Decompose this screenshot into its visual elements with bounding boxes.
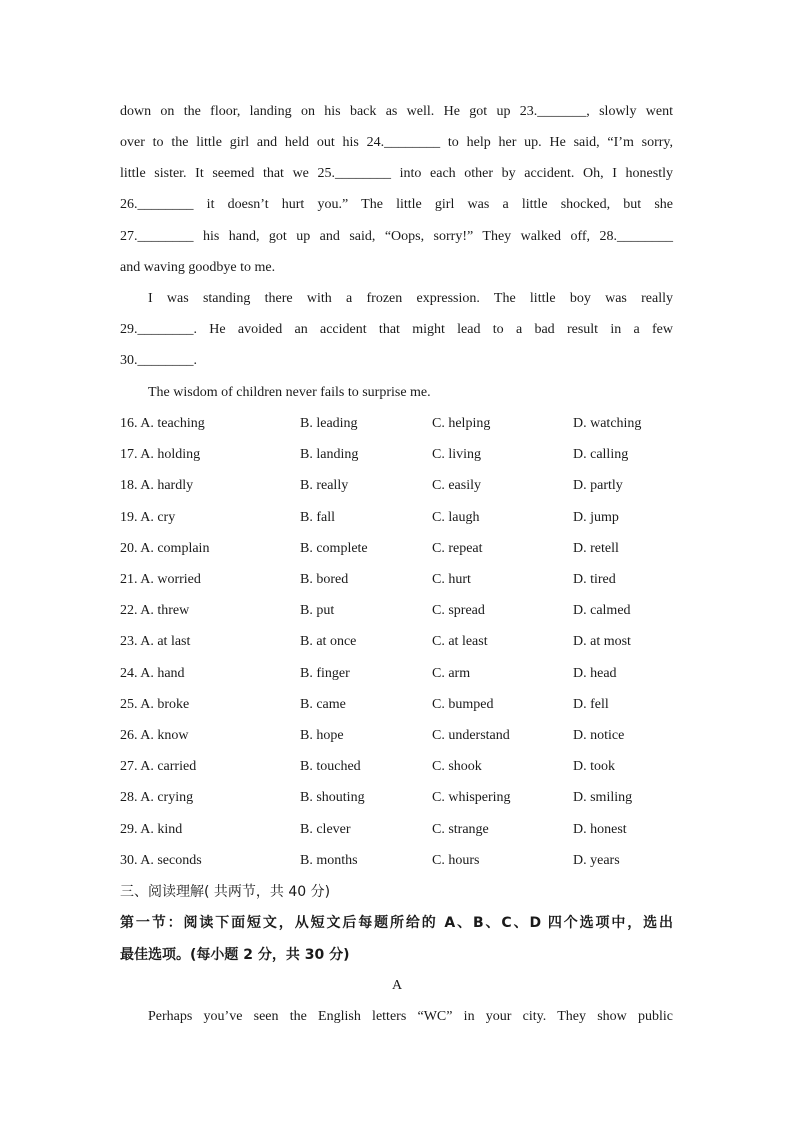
option-a: [120, 633, 190, 651]
part1-instructions-line-2: 最佳选项。(每小题 2 分，共 30 分): [120, 947, 350, 963]
option-d: D. honest: [573, 821, 627, 837]
option-d: D. partly: [573, 478, 623, 494]
option-a: [120, 415, 205, 433]
option-a: [120, 665, 185, 683]
option-a-text: A. know: [140, 728, 189, 743]
option-b: B. landing: [300, 447, 359, 463]
question-row: [120, 540, 680, 558]
option-d: D. took: [573, 759, 615, 775]
option-a: [120, 509, 175, 527]
option-d: D. notice: [573, 728, 625, 743]
option-a-text: A. at last: [140, 634, 191, 650]
question-row: [120, 665, 680, 683]
question-row: [120, 789, 680, 807]
paragraph2-line-3: 30.________.: [120, 353, 197, 368]
option-a-text: A. broke: [140, 696, 190, 712]
question-row: [120, 602, 680, 620]
option-a-text: A. hand: [140, 665, 185, 681]
option-a: [120, 696, 189, 714]
question-row: [120, 696, 680, 714]
option-c: C. shook: [432, 759, 482, 775]
option-b: B. leading: [300, 416, 358, 431]
question-row: [120, 509, 680, 527]
option-d: D. calmed: [573, 603, 631, 619]
question-number: 19.: [120, 509, 138, 525]
option-c: C. living: [432, 447, 482, 463]
question-number: 18.: [120, 478, 138, 494]
option-c: C. bumped: [432, 696, 494, 712]
option-d: D. jump: [573, 509, 619, 525]
option-a: [120, 477, 193, 495]
passage-line-4: 26.________ it doesn’t hurt you.” The little girl was a little shocked, but she: [120, 197, 673, 212]
option-a: [120, 540, 209, 558]
paragraph2-line-1: I was standing there with a frozen expression. The little boy was really: [148, 291, 673, 306]
option-b: B. hope: [300, 728, 344, 743]
option-b: B. touched: [300, 759, 361, 775]
question-number: 26.: [120, 728, 138, 743]
option-a-text: A. seconds: [140, 852, 202, 868]
question-number: 28.: [120, 790, 138, 806]
question-row: [120, 446, 680, 464]
option-b: B. came: [300, 696, 346, 712]
option-b: B. put: [300, 603, 335, 619]
part1-instructions-line-1: 第一节：阅读下面短文，从短文后每题所给的 A、B、C、D 四个选项中，选出: [120, 915, 673, 931]
option-a: [120, 758, 196, 776]
option-b: B. really: [300, 478, 349, 494]
question-number: 24.: [120, 665, 138, 681]
passage-label: A: [391, 978, 403, 993]
question-row: [120, 415, 680, 433]
passage-line-1: down on the floor, landing on his back as well. He got up 23._______, slowly went: [120, 104, 673, 119]
passage-line-6: and waving goodbye to me.: [120, 260, 276, 275]
question-number: 30.: [120, 852, 138, 868]
option-b: B. clever: [300, 821, 351, 837]
option-a: [120, 821, 182, 839]
option-d: D. smiling: [573, 790, 633, 806]
option-c: C. spread: [432, 603, 485, 619]
paragraph3: The wisdom of children never fails to surprise me.: [148, 385, 431, 400]
question-row: [120, 852, 680, 870]
passage-line-2: over to the little girl and held out his 24.________ to help her up. He said, “I’m sorry,: [120, 135, 673, 150]
passage-line-3: little sister. It seemed that we 25.________ into each other by accident. Oh, I honestly: [120, 166, 673, 181]
passage-line-5: 27.________ his hand, got up and said, “Oops, sorry!” They walked off, 28.________: [120, 229, 673, 244]
option-c: C. understand: [432, 728, 510, 743]
option-c: C. repeat: [432, 540, 483, 556]
option-c: C. easily: [432, 478, 481, 494]
option-a: [120, 446, 200, 464]
option-d: D. watching: [573, 416, 642, 431]
option-a-text: A. complain: [140, 540, 210, 556]
question-row: [120, 758, 680, 776]
option-a-text: A. teaching: [140, 416, 205, 431]
option-b: B. at once: [300, 634, 357, 650]
option-a-text: A. cry: [140, 509, 176, 525]
option-c: C. arm: [432, 665, 471, 681]
question-number: 29.: [120, 821, 138, 837]
option-c: C. laugh: [432, 509, 480, 525]
option-b: B. months: [300, 852, 358, 868]
option-d: D. years: [573, 852, 620, 868]
option-d: D. retell: [573, 540, 619, 556]
question-row: [120, 821, 680, 839]
option-d: D. calling: [573, 447, 629, 463]
option-c: C. helping: [432, 416, 491, 431]
option-c: C. hours: [432, 852, 480, 868]
option-a: [120, 789, 193, 807]
question-number: 17.: [120, 447, 138, 463]
option-a-text: A. carried: [140, 759, 197, 775]
option-b: B. finger: [300, 665, 350, 681]
paragraph2-line-2: 29.________. He avoided an accident that might lead to a bad result in a few: [120, 322, 673, 337]
option-a-text: A. hardly: [140, 478, 194, 494]
question-row: [120, 727, 680, 745]
section-heading: 三、阅读理解( 共两节，共 40 分): [120, 884, 331, 900]
question-number: 27.: [120, 759, 138, 775]
option-b: B. fall: [300, 509, 335, 525]
passage-a-first-line: Perhaps you’ve seen the English letters “WC” in your city. They show public: [148, 1009, 673, 1024]
option-a-text: A. kind: [140, 821, 183, 837]
option-a-text: A. threw: [140, 603, 190, 619]
question-number: 20.: [120, 540, 138, 556]
option-c: C. strange: [432, 821, 489, 837]
question-row: [120, 571, 680, 589]
option-d: D. fell: [573, 696, 609, 712]
question-row: [120, 633, 680, 651]
option-a: [120, 571, 201, 589]
option-a-text: A. holding: [140, 447, 201, 463]
option-a-text: A. crying: [140, 790, 194, 806]
option-c: C. at least: [432, 634, 488, 650]
option-a: [120, 852, 202, 870]
question-row: [120, 477, 680, 495]
option-b: B. shouting: [300, 790, 365, 806]
option-c: C. whispering: [432, 790, 511, 806]
option-b: B. bored: [300, 572, 349, 587]
option-a: [120, 727, 188, 745]
question-number: 22.: [120, 603, 138, 619]
option-d: D. tired: [573, 572, 616, 587]
question-number: 16.: [120, 416, 138, 431]
option-d: D. head: [573, 665, 617, 681]
option-b: B. complete: [300, 540, 368, 556]
question-number: 25.: [120, 696, 138, 712]
option-c: C. hurt: [432, 572, 471, 587]
option-d: D. at most: [573, 634, 631, 650]
option-a: [120, 602, 189, 620]
question-number: 21.: [120, 572, 138, 587]
option-a-text: A. worried: [140, 572, 201, 587]
question-number: 23.: [120, 634, 138, 650]
